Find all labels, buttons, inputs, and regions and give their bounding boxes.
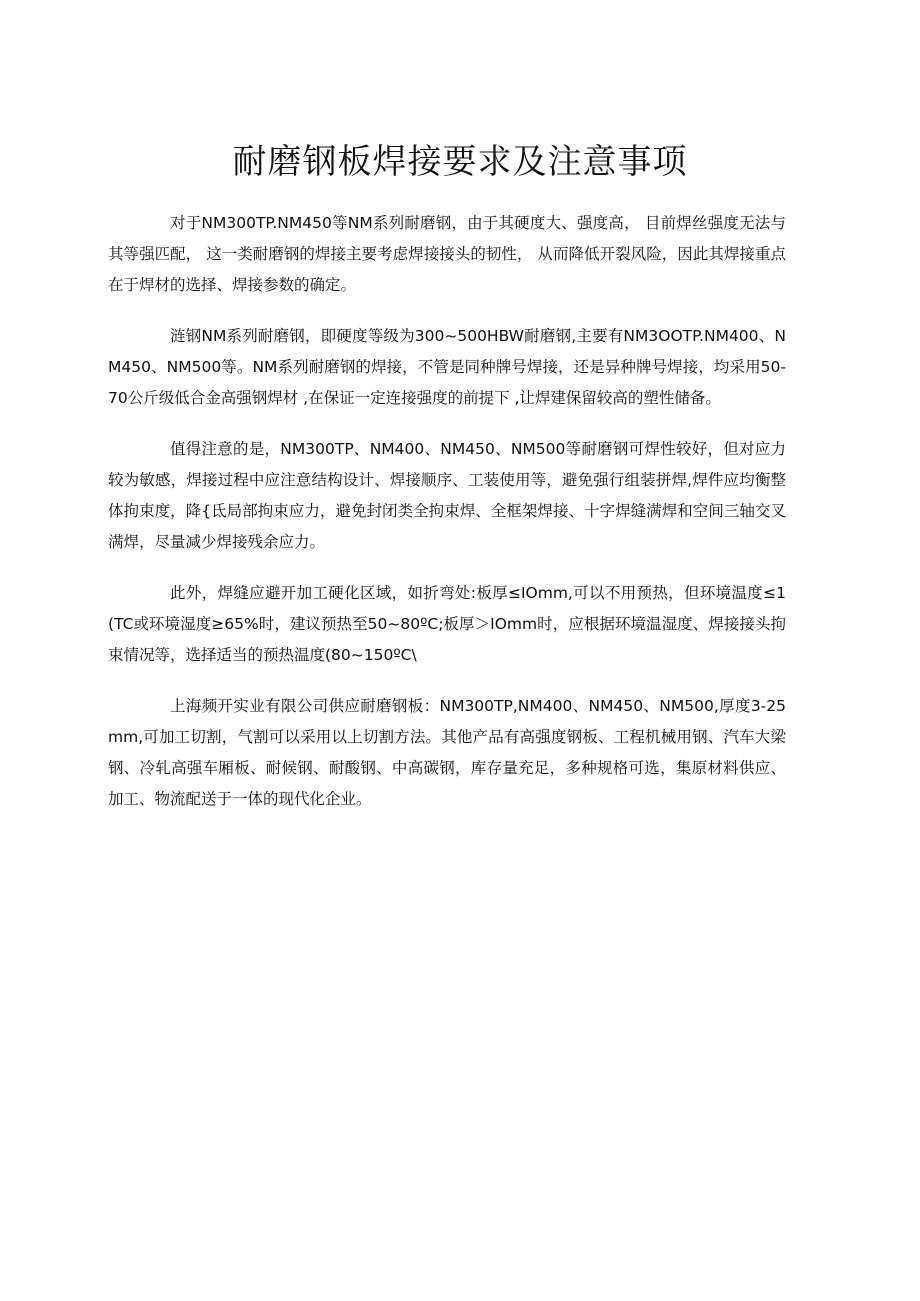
document-title: 耐磨钢板焊接要求及注意事项 [232,142,688,182]
paragraph-nm-series: 涟钢NM系列耐磨钢，即硬度等级为300~500HBW耐磨钢,主要有NM3OOTP.NM400、NM450、NM500等。NM系列耐磨钢的焊接，不管是同种牌号焊接，还是异种牌号焊接，均采用50-70公斤级低合金高强钢焊材 ,在保证一定连接强度的前提下 ,让焊建保留较高的塑性储备。 [108,327,786,407]
paragraph-preheat: 此外，焊缝应避开加工硬化区域，如折弯处:板厚≤IOmm,可以不用预热，但环境温度≤1(TC或环境湿度≥65%时，建议预热至50~80ºC;板厚＞IOmm时，应根据环境温湿度、焊接接头拘束情况等，选择适当的预热温度(80~150ºC\ [108,584,786,664]
paragraph-stress-notes: 值得注意的是，NM300TP、NM400、NM450、NM500等耐磨钢可焊性较好，但对应力较为敏感，焊接过程中应注意结构设计、焊接顺序、工装使用等，避免强行组装拼焊,焊件应均衡整体拘束度，降{氐局部拘束应力，避免封闭类全拘束焊、全框架焊接、十字焊缝满焊和空间三轴交叉满焊，尽量减少焊接残余应力。 [108,440,786,551]
document-body [108,208,786,835]
paragraph-intro: 对于NM300TP.NM450等NM系列耐磨钢，由于其硬度大、强度高， 目前焊丝强度无法与其等强匹配， 这一类耐磨钢的焊接主要考虑焊接接头的韧性， 从而降低开裂风险，因此其焊接重点在于焊材的选择、焊接参数的确定。 [108,214,786,294]
paragraph-supplier: 上海频开实业有限公司供应耐磨钢板：NM300TP,NM400、NM450、NM500,厚度3-25mm,可加工切割，气割可以采用以上切割方法。其他产品有高强度钢板、工程机械用钢、汽车大梁钢、冷轧高强车厢板、耐候钢、耐酸钢、中高碳钢，库存量充足，多种规格可选，集原材料供应、加工、物流配送于一体的现代化企业。 [108,697,786,808]
